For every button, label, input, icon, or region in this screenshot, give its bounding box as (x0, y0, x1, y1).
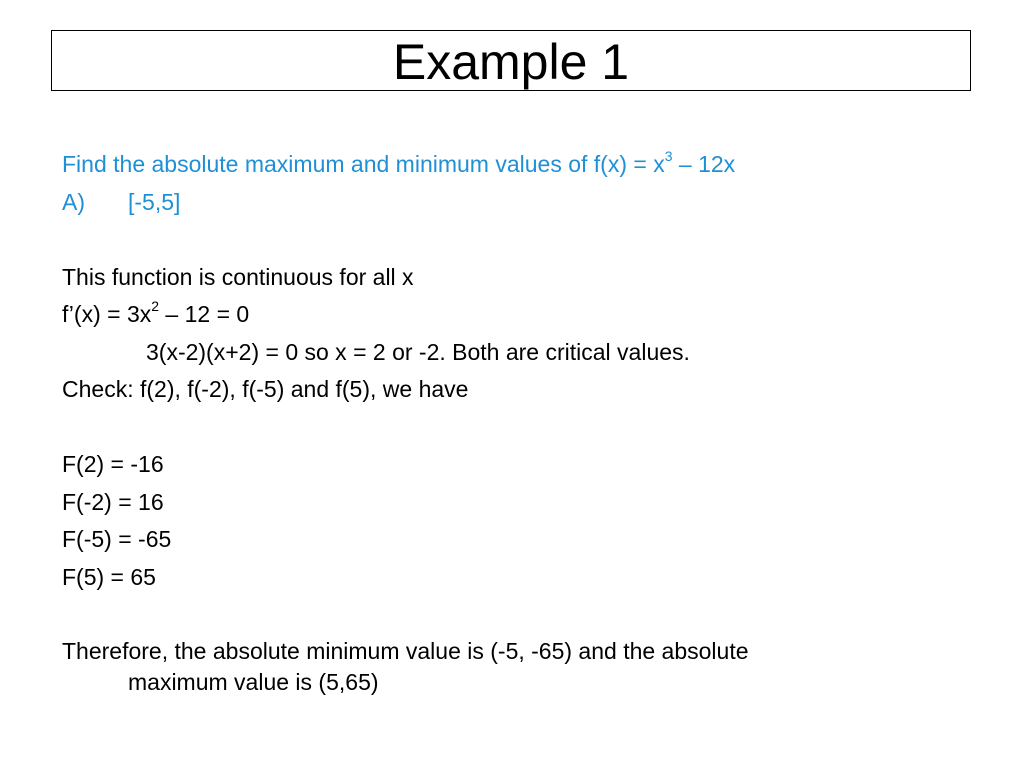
derivative-exponent: 2 (151, 298, 160, 315)
evaluation-line: F(-2) = 16 (62, 488, 164, 515)
slide-title-box (51, 30, 971, 91)
problem-exponent: 3 (664, 148, 673, 165)
problem-option-a (62, 184, 962, 222)
derivative-line (62, 296, 962, 334)
conclusion-paragraph (62, 636, 962, 698)
factor-line: 3(x-2)(x+2) = 0 so x = 2 or -2. Both are critical values. (146, 338, 690, 365)
slide-body (62, 146, 962, 698)
spacer (62, 409, 962, 447)
problem-statement-suffix: – 12x (672, 151, 736, 177)
problem-statement-text: Find the absolute maximum and minimum values of f(x) = x (62, 151, 665, 177)
problem-statement (62, 146, 962, 184)
derivative-suffix: – 12 = 0 (159, 301, 250, 327)
conclusion-line-1: Therefore, the absolute minimum value is (-5, -65) and the absolute (62, 637, 749, 664)
conclusion-line-2: maximum value is (5,65) (128, 668, 379, 695)
evaluation-line: F(-5) = -65 (62, 526, 172, 552)
evaluation-line: F(2) = -16 (62, 451, 164, 477)
spacer (62, 596, 962, 634)
continuity-line: This function is continuous for all x (62, 263, 414, 290)
evaluation-line: F(5) = 65 (62, 563, 156, 590)
option-interval: [-5,5] (128, 188, 181, 215)
option-letter: A) (62, 188, 85, 215)
derivative-text: f’(x) = 3x (62, 301, 152, 327)
spacer (62, 221, 962, 259)
check-line: Check: f(2), f(-2), f(-5) and f(5), we have (62, 376, 469, 402)
slide-title: Example 1 (392, 33, 630, 90)
